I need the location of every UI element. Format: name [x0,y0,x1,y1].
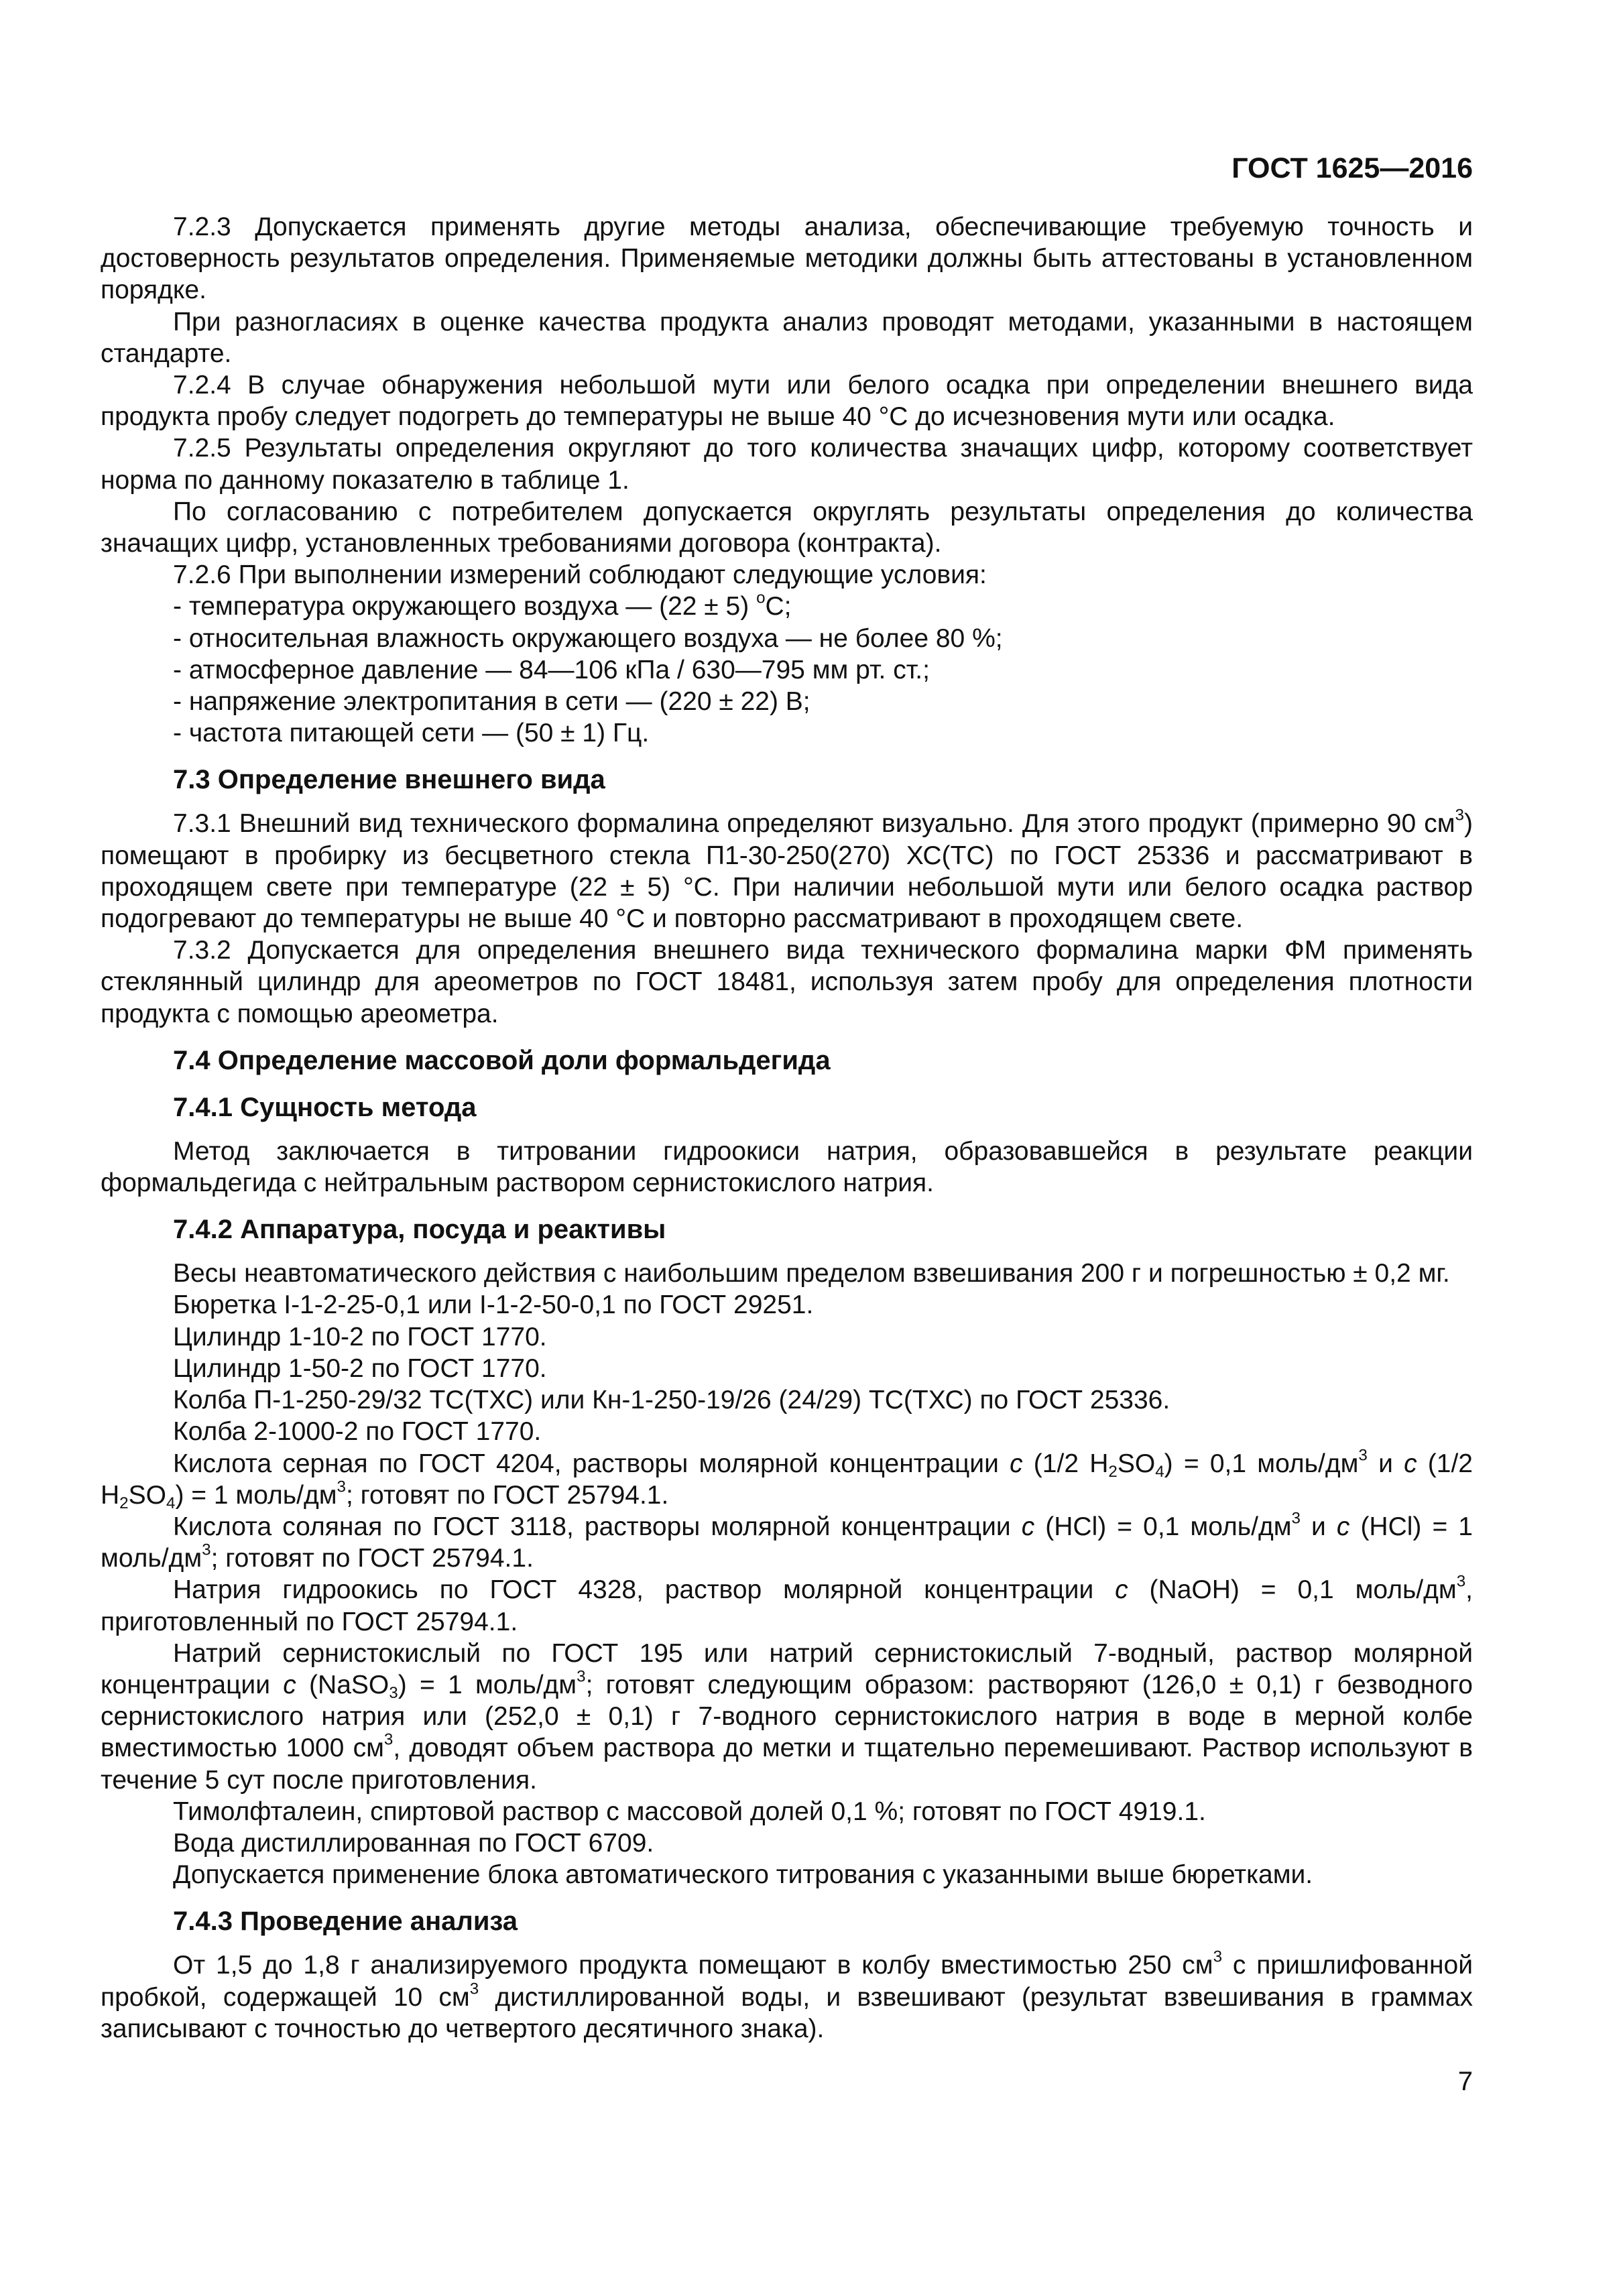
paragraph-7-3-1: 7.3.1 Внешний вид технического формалина определяют визуально. Для этого продукт (примерно 90 $см^3$) помещают в пробирку из бесцветного стекла П1-30-250(270) ХС(ТС) по ГОСТ 25336 и рассматривают в проходящем свете при температуре (22 ± 5) °С. При наличии небольшой мути или белого осадка раствор подогревают до температуры не выше 40 °С и повторно рассматривают в проходящем свете. [101,806,1473,934]
paragraph-7-3-2: 7.3.2 Допускается для определения внешнего вида технического формалина марки ФМ применять стеклянный цилиндр для ареометров по ГОСТ 18481, используя затем пробу для определения плотности продукта с помощью ареометра. [101,936,1473,1028]
paragraph-7-2-6: 7.2.6 При выполнении измерений соблюдают следующие условия: [173,560,987,590]
paragraph-7-2-5: 7.2.5 Результаты определения округляют до того количества значащих цифр, которому соответствует норма по данному показателю в таблице 1. [101,434,1473,495]
item-sulfuric-acid: Кислота серная по ГОСТ 4204, растворы молярной концентрации с (1/2 $H_2SO_4) = 0,1$ моль/$дм^3$ и с (1/2 $H_2SO_4) = 1$ моль/$дм^3$; готовят по ГОСТ 25794.1. [101,1446,1473,1512]
heading-7-4-1: 7.4.1 Сущность метода [173,1092,477,1122]
condition-frequency: - частота питающей сети — (50 ± 1) Гц. [173,719,650,748]
paragraph-7-2-5-rounding: По согласованию с потребителем допускается округлять результаты определения до количества значащих цифр, установленных требованиями договора (контракта). [101,497,1473,558]
condition-temperature: - температура окружающего воздуха — (22 ± 5) $^о$С; [173,589,792,621]
item-auto-titration: Допускается применение блока автоматического титрования с указанными выше бюретками. [173,1860,1313,1890]
paragraph-7-4-1: Метод заключается в титровании гидроокиси натрия, образовавшейся в результате реакции формальдегида с нейтральным раствором сернистокислого натрия. [101,1136,1473,1198]
paragraph-7-4-3: От 1,5 до 1,8 г анализируемого продукта помещают в колбу вместимостью 250 $см^3$ с пришлифованной пробкой, содержащей 10 $см^3$ дистиллированной воды, и взвешивают (результат взвешивания в граммах записывают с точностью до четвертого десятичного знака). [101,1947,1474,2043]
item-distilled-water: Вода дистиллированная по ГОСТ 6709. [173,1828,654,1858]
condition-pressure: - атмосферное давление — 84—106 кПа / 630—795 мм рт. ст.; [173,655,930,684]
heading-7-4-3: 7.4.3 Проведение анализа [173,1907,518,1937]
item-sodium-sulfite: Натрий сернистокислый по ГОСТ 195 или натрий сернистокислый 7-водный, раствор молярной концентрации с (NaSO$_3$) = 1 моль/$дм^3$; готовят следующим образом: растворяют (126,0 ± 0,1) г безводного сернистокислого натрия или (252,0 ± 0,1) г 7-водного сернистокислого натрия в воде в мерной колбе вместимостью 1000 $см^3$, доводят объем раствора до метки и тщательно перемешивают. Раствор используют в течение 5 сут после приготовления. [101,1638,1473,1795]
heading-7-4: 7.4 Определение массовой доли формальдегида [173,1045,831,1075]
paragraph-7-2-3-disputes: При разногласиях в оценке качества продукта анализ проводят методами, указанными в настоящем стандарте. [101,307,1473,368]
document-id-header: ГОСТ 1625—2016 [1231,152,1473,184]
item-scales: Весы неавтоматического действия с наибольшим пределом взвешивания 200 г и погрешностью ± 0,2 мг. [173,1259,1450,1288]
item-cylinder-50: Цилиндр 1-50-2 по ГОСТ 1770. [173,1353,547,1383]
condition-humidity: - относительная влажность окружающего воздуха — не более 80 %; [173,623,1003,653]
page-number: 7 [1457,2067,1473,2096]
item-hydrochloric-acid: Кислота соляная по ГОСТ 3118, растворы молярной концентрации с (HCl) = 0,1 моль/$дм^3$ и с (HCl) = 1 моль/$дм^3$; готовят по ГОСТ 25794.1. [101,1509,1473,1573]
item-flask-1000: Колба 2-1000-2 по ГОСТ 1770. [173,1417,542,1447]
condition-voltage: - напряжение электропитания в сети — (220 ± 22) В; [173,687,810,717]
item-burette: Бюретка I-1-2-25-0,1 или I-1-2-50-0,1 по ГОСТ 29251. [173,1290,814,1320]
heading-7-3: 7.3 Определение внешнего вида [173,765,605,795]
item-flask-250: Колба П-1-250-29/32 ТС(ТХС) или Кн-1-250-19/26 (24/29) ТС(ТХС) по ГОСТ 25336. [173,1386,1170,1415]
item-cylinder-10: Цилиндр 1-10-2 по ГОСТ 1770. [173,1322,547,1351]
paragraph-7-2-4: 7.2.4 В случае обнаружения небольшой мути или белого осадка при определении внешнего вида продукта пробу следует подогреть до температуры не выше 40 °С до исчезновения мути или осадка. [101,371,1473,432]
document-content [101,211,1473,2045]
heading-7-4-2: 7.4.2 Аппаратура, посуда и реактивы [173,1215,666,1245]
item-sodium-hydroxide: Натрия гидроокись по ГОСТ 4328, раствор молярной концентрации с (NaOH) = 0,1 моль/$дм^3$, приготовленный по ГОСТ 25794.1. [101,1572,1473,1636]
paragraph-7-2-3: 7.2.3 Допускается применять другие методы анализа, обеспечивающие требуемую точность и достоверность результатов определения. Применяемые методики должны быть аттестованы в установленном порядке. [101,213,1473,305]
item-thymolphthalein: Тимолфталеин, спиртовой раствор с массовой долей 0,1 %; готовят по ГОСТ 4919.1. [173,1797,1206,1826]
